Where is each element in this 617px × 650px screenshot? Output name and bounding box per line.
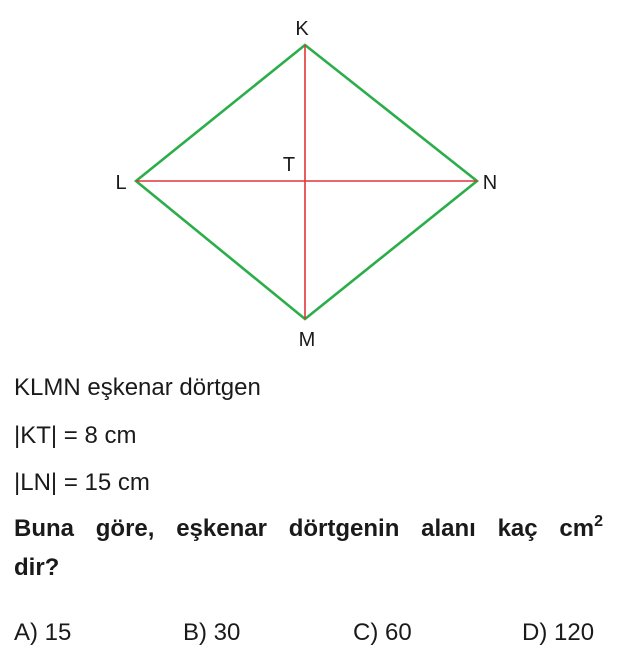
option-c[interactable]: C) 60 [353, 619, 412, 646]
vertex-label-m: M [298, 329, 316, 351]
option-d[interactable]: D) 120 [522, 619, 595, 646]
option-a[interactable]: A) 15 [14, 619, 72, 646]
question-main: Buna göre, eşkenar dörtgenin alanı kaç cm [14, 515, 595, 542]
given-line-ln: |LN| = 15 cm [14, 469, 150, 496]
question-text [14, 514, 603, 544]
question-text-end: dir? [14, 554, 60, 581]
center-label-t: T [282, 154, 296, 176]
vertex-label-l: L [115, 172, 127, 194]
given-line-kt: |KT| = 8 cm [14, 422, 137, 449]
question-superscript: 2 [594, 513, 603, 530]
given-line-shape: KLMN eşkenar dörtgen [14, 374, 261, 401]
option-b[interactable]: B) 30 [183, 619, 241, 646]
rhombus-sides [136, 45, 477, 319]
vertex-label-k: K [295, 18, 309, 40]
vertex-label-n: N [482, 172, 498, 194]
